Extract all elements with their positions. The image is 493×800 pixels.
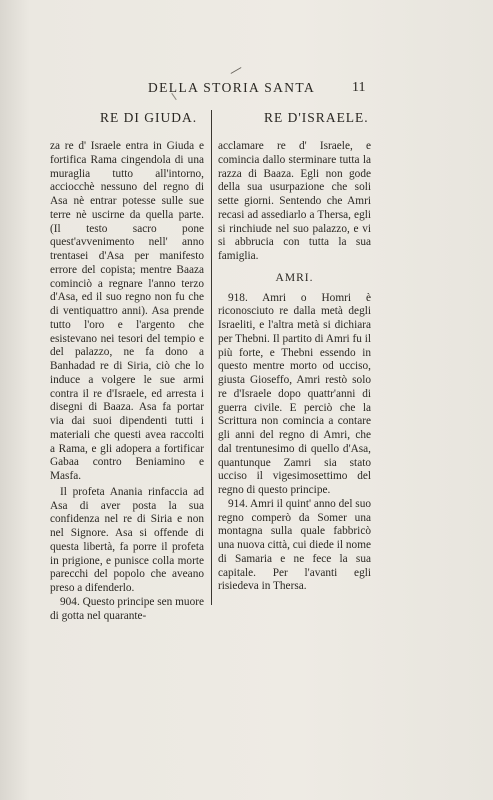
section-title-amri: AMRI. — [275, 271, 314, 284]
left-column — [50, 140, 204, 623]
right-paragraph-2: 918. Amri o Homri è riconosciuto re dalla metà degli Israeliti, e l'altra metà si dichiara per Thebni. Il partito di Amri fu il più forte, e Thebni essendo in questo mentre morto od ucciso, giusta Gioseffo, Amri restò solo re d'Israele dopo quattr'anni di guerra civile. E perciò che la Scrittura non comincia a contare gli anni del regno di Amri, che dal trentunesimo di quello d'Asa, quantunque Zamri sia stato ucciso il vigesimosettimo del regno di questo principe. — [218, 291, 371, 496]
right-column — [218, 140, 371, 594]
left-paragraph-2: Il profeta Anania rinfaccia ad Asa di aver posta la sua confidenza nel re di Siria e non nel Signore. Asa si offende di questa libertà, fa porre il profeta in prigione, e punisce colla morte parecchi del popolo che aveano preso a difenderlo. — [50, 485, 204, 594]
left-column-heading: RE DI GIUDA. — [100, 110, 198, 125]
pencil-mark — [231, 67, 242, 74]
left-paragraph-3: 904. Questo principe sen muore di gotta nel quarante- — [50, 595, 205, 622]
running-title: DELLA STORIA SANTA — [148, 80, 316, 95]
column-divider — [211, 110, 212, 605]
page-number: 11 — [352, 80, 366, 95]
right-column-heading: RE D'ISRAELE. — [264, 110, 369, 125]
right-paragraph-1: acclamare re d' Israele, e comincia dallo sterminare tutta la razza di Baaza. Egli non gode della sua usurpazione che soli sette giorni. Sentendo che Amri recasi ad assediarlo a Thersa, egli si rinchiude nel suo palazzo, e vi si abbrucia con tutta la sua famiglia. — [218, 140, 371, 262]
left-paragraph-1: za re d' Israele entra in Giuda e fortifica Rama cingendola di una muraglia tutto all'intorno, acciocchè nessuno del regno di Asa nè entrar potesse sulle sue terre nè uscirne da quella parte. (Il testo sacro pone quest'avvenimento nell' anno trentasei d'Asa per manifesto errore del copista; mentre Baaza cominciò a regnare l'anno terzo d'Asa, ed il suo regno non fu che di ventiquattro anni). Asa prende tutto l'oro e l'argento che esistevano nei tesori del tempio e del palazzo, ne fa dono a Banhadad re di Siria, ciò che lo induce a volgere le sue armi contra il re d'Israele, ed arresta i disegni di Baaza. Asa fa portar via dai suoi dipendenti tutti i materiali che questi avea raccolti a Rama, e gli adopera a fortificar Gabaa contro Beniamino e Masfa. — [50, 140, 204, 482]
running-header — [0, 80, 493, 100]
right-paragraph-3: 914. Amri il quint' anno del suo regno comperò da Somer una montagna sulla quale fabbricò una nuova città, cui diede il nome di Samaria e ne fece la sua capitale. Per l'avanti egli risiedeva in Thersa. — [218, 497, 371, 593]
